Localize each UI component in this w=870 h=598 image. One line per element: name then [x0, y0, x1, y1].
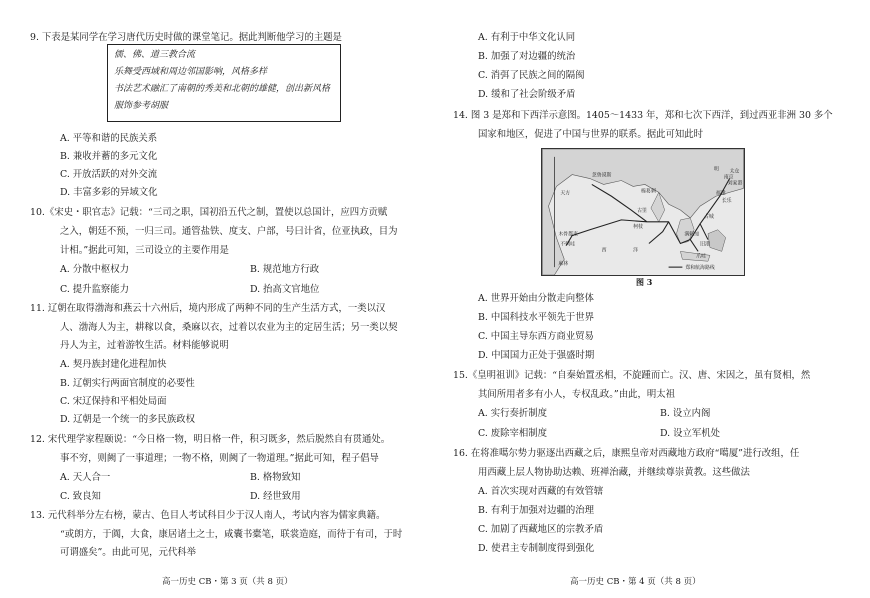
q9-option-d[interactable]: D. 丰富多彩的异域文化 [60, 187, 158, 198]
q11-option-d[interactable]: D. 辽朝是一个统一的多民族政权 [60, 414, 196, 425]
map-label: 榛葛刺 [641, 188, 656, 195]
figure-caption: 图 3 [636, 277, 653, 287]
q10-option-c[interactable]: C. 提升监察能力 [60, 284, 130, 295]
map-label: 满剌加 [684, 231, 700, 238]
q15-option-c[interactable]: C. 废除宰相制度 [478, 428, 548, 439]
q9-option-a[interactable]: A. 平等和谐的民族关系 [60, 133, 158, 144]
q14-line: 14. 图 3 是郑和下西洋示意图。1405～1433 年，郑和七次下西洋，到过西亚非洲 30 多个 [453, 110, 833, 121]
q16-option-b[interactable]: B. 有利于加强对边疆的治理 [478, 505, 594, 516]
q12-option-b[interactable]: B. 格物致知 [250, 472, 301, 483]
q14-option-a[interactable]: A. 世界开始由分散走向整体 [478, 293, 594, 304]
q10-option-d[interactable]: D. 抬高文官地位 [250, 284, 320, 295]
map-label: 长乐 [721, 198, 732, 205]
q10-line: 10.《宋史・职官志》记载：“三司之职，国初沿五代之制，置使以总国计，应四方贡赋 [30, 207, 388, 218]
map-label: 麻林 [558, 261, 569, 268]
q12-line: 事不穷，则阙了一事道理；一物不格，则阙了一物道理。”据此可知，程子倡导 [60, 453, 379, 464]
note-line: 书法艺术融汇了南朝的秀美和北朝的雄健，创出新风格 [114, 84, 331, 94]
q16-line: 用西藏上层人物协助达赖、班禅治藏，并继续尊崇黄教。这些做法 [478, 467, 750, 478]
q12-option-a[interactable]: A. 天人合一 [60, 472, 111, 483]
map-label: 古里 [637, 208, 647, 214]
q15-option-b[interactable]: B. 设立内阁 [660, 408, 711, 419]
q11-option-b[interactable]: B. 辽朝实行两面官制度的必要性 [60, 378, 195, 389]
map-label: 刘家港 [727, 180, 743, 187]
q13-line: 可谓盛矣”。由此可见，元代科举 [60, 547, 197, 558]
q11-line: 人、渤海人为主，耕稼以食，桑麻以衣，过着以农业为主的定居生活；另一类以契 [60, 322, 398, 333]
q10-option-a[interactable]: A. 分散中枢权力 [60, 264, 129, 275]
q13-line: 13. 元代科举分左右榜，蒙古、色目人考试科目少于汉人南人，考试内容为儒家典籍。 [30, 510, 386, 521]
q14-line: 国家和地区，促进了中国与世界的联系。据此可知此时 [478, 129, 704, 140]
q14-option-d[interactable]: D. 中国国力正处于强盛时期 [478, 350, 595, 361]
q12-line: 12. 宋代理学家程颐说：“今日格一物，明日格一件，积习既多，然后脱然自有贯通处。 [30, 434, 391, 445]
map-label: 明 [713, 166, 719, 173]
q13-option-a[interactable]: A. 有利于中华文化认同 [478, 32, 576, 43]
map-label: 南京 [723, 174, 734, 181]
zheng-he-map [541, 148, 745, 276]
map-label: 爪哇 [696, 253, 706, 260]
q10-option-b[interactable]: B. 规范地方行政 [250, 264, 320, 275]
right-page [453, 0, 833, 598]
map-label: 旧港 [700, 241, 710, 248]
q15-option-a[interactable]: A. 实行奏折制度 [478, 408, 547, 419]
note-line: 服饰参考胡服 [114, 101, 169, 111]
map-label: 福建 [715, 190, 726, 197]
q16-option-a[interactable]: A. 首次实现对西藏的有效管辖 [478, 486, 604, 497]
left-page [30, 0, 407, 598]
map-label: 天方 [560, 190, 571, 197]
map-label: 木骨都束 [558, 231, 578, 238]
q10-line: 计相。”据此可知，三司设立的主要作用是 [60, 245, 229, 256]
q12-option-d[interactable]: D. 经世致用 [250, 491, 301, 502]
q13-option-c[interactable]: C. 消弭了民族之间的隔阂 [478, 70, 585, 81]
map-label: 不剌哇 [560, 241, 576, 248]
q10-line: 之入，朝廷不预，一归三司。通管盐铁、度支、户部，号曰计省，位亚执政，目为 [60, 226, 398, 237]
q11-option-c[interactable]: C. 宋辽保持和平相处局面 [60, 396, 167, 407]
q12-option-c[interactable]: C. 致良知 [60, 491, 101, 502]
q13-option-d[interactable]: D. 缓和了社会阶级矛盾 [478, 89, 576, 100]
q13-line: “或朗方，于阗，大食，康居诸土之士，咸囊书橐笔，联裳造庭，而待于有司，于时 [60, 529, 403, 540]
q16-option-c[interactable]: C. 加剧了西藏地区的宗教矛盾 [478, 524, 604, 535]
map-legend: 郑和航海路线 [685, 265, 715, 272]
q16-line: 16. 在将准噶尔势力驱逐出西藏之后，康熙皇帝对西藏地方政府“噶厦”进行改组，任 [453, 448, 800, 459]
map-label: 太仓 [729, 168, 740, 175]
q16-option-d[interactable]: D. 使君主专制制度得到强化 [478, 543, 595, 554]
map-label: 柯枝 [633, 223, 643, 230]
map-label: 西 [601, 247, 607, 254]
note-line: 乐舞受西域和周边邻国影响，风格多样 [114, 67, 268, 77]
map-label: 占城 [704, 213, 714, 220]
map-label: 洋 [633, 247, 639, 254]
right-footer: 高一历史 CB・第 4 页（共 8 页） [570, 577, 701, 587]
q9-note-box [107, 44, 341, 122]
q15-line: 15.《皇明祖训》记载：“自秦始置丞相，不旋踵而亡。汉、唐、宋因之，虽有贤相，然 [453, 370, 811, 381]
q9-stem: 9. 下表是某同学在学习唐代历史时做的课堂笔记。据此判断他学习的主题是 [30, 32, 342, 43]
q11-line: 11. 辽朝在取得渤海和燕云十六州后，境内形成了两种不同的生产生活方式，一类以汉 [30, 303, 386, 314]
q15-line: 其间所用者多有小人，专权乱政。”由此，明太祖 [478, 389, 675, 400]
q13-option-b[interactable]: B. 加强了对边疆的统治 [478, 51, 576, 62]
q11-option-a[interactable]: A. 契丹族封建化进程加快 [60, 359, 167, 370]
q9-option-b[interactable]: B. 兼收并蓄的多元文化 [60, 151, 158, 162]
q11-line: 丹人为主，过着游牧生活。材料能够说明 [60, 340, 229, 351]
q14-option-c[interactable]: C. 中国主导东西方商业贸易 [478, 331, 594, 342]
left-footer: 高一历史 CB・第 3 页（共 8 页） [162, 577, 293, 587]
map-label: 忽鲁谟斯 [591, 172, 612, 179]
note-line: 儒、佛、道三教合流 [114, 50, 196, 60]
q15-option-d[interactable]: D. 设立军机处 [660, 428, 721, 439]
map-svg [542, 149, 744, 275]
q14-option-b[interactable]: B. 中国科技水平领先于世界 [478, 312, 594, 323]
q9-option-c[interactable]: C. 开放活跃的对外交流 [60, 169, 158, 180]
